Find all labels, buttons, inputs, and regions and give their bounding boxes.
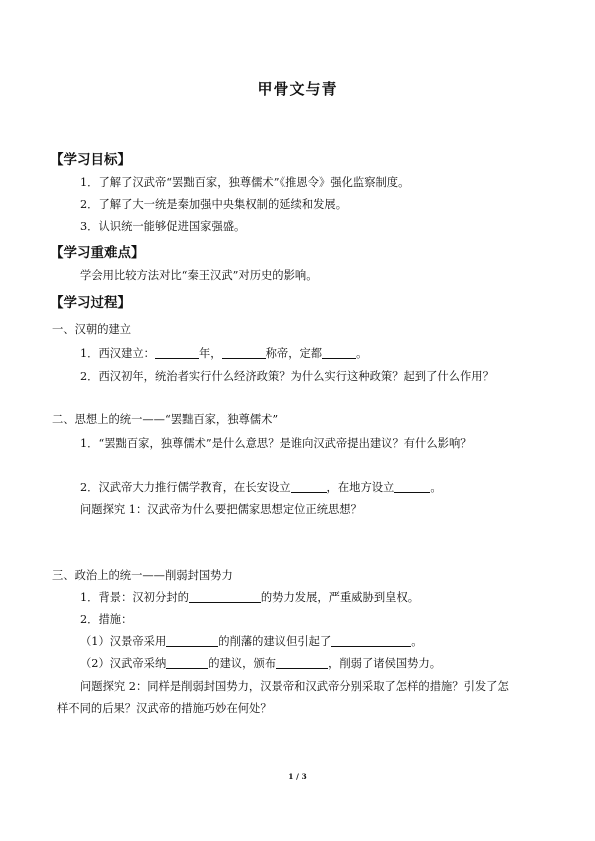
part3-explore-line-1: 问题探究 2：同样是削弱封国势力，汉景帝和汉武帝分别采取了怎样的措施？引发了怎 (80, 680, 509, 693)
part2-question-1: 1．“罢黜百家，独尊儒术”是什么意思？是谁向汉武帝提出建议？有什么影响？ (80, 437, 472, 450)
section-heading-process: 【学习过程】 (50, 295, 131, 311)
goal-item-1: 1．了解了汉武帝“罢黜百家，独尊儒术”《推恩令》强化监察制度。 (80, 176, 410, 189)
part1-question-1 (80, 346, 367, 362)
part3-heading: 三、政治上的统一——削弱封国势力 (52, 569, 233, 582)
question-text: （1）汉景帝采用 (80, 635, 167, 648)
part1-heading: 一、汉朝的建立 (52, 323, 132, 336)
question-text: （2）汉武帝采纳 (80, 657, 167, 670)
section-heading-goals: 【学习目标】 (50, 152, 131, 168)
question-text: 的削藩的建议但引起了 (218, 635, 332, 648)
question-text: 年， (198, 347, 222, 360)
question-text: 1．背景：汉初分封的 (80, 591, 189, 604)
answer-blank[interactable] (331, 634, 411, 647)
part1-question-2: 2．西汉初年，统治者实行什么经济政策？为什么实行这种政策？起到了什么作用？ (80, 370, 494, 383)
question-text: 。 (411, 635, 423, 648)
question-text: 2．汉武帝大力推行儒学教育，在长安设立 (80, 481, 291, 494)
part3-explore-line-2: 样不同的后果？汉武帝的措施巧妙在何处？ (57, 702, 272, 715)
answer-blank[interactable] (166, 634, 218, 647)
answer-blank[interactable] (322, 346, 356, 359)
question-text: ，削弱了诸侯国势力。 (328, 657, 442, 670)
question-text: 。 (356, 347, 368, 360)
part2-question-2 (80, 480, 442, 496)
answer-blank[interactable] (291, 480, 327, 493)
part2-explore-question: 问题探究 1：汉武帝为什么要把儒家思想定位正统思想？ (80, 503, 362, 516)
part3-measures-label: 2．措施： (80, 613, 133, 626)
question-text: 1．西汉建立： (80, 347, 155, 360)
answer-blank[interactable] (394, 480, 430, 493)
question-text: 的建议，颁布 (208, 657, 277, 670)
answer-blank[interactable] (189, 590, 261, 603)
part3-measure-2 (80, 656, 441, 672)
question-text: 称帝，定都 (265, 347, 323, 360)
part3-background (80, 590, 419, 606)
question-text: ，在地方设立 (326, 481, 395, 494)
question-text: 。 (430, 481, 442, 494)
key-points-text: 学会用比较方法对比“秦王汉武”对历史的影响。 (80, 269, 318, 282)
answer-blank[interactable] (166, 656, 208, 669)
question-text: 的势力发展，严重威胁到皇权。 (260, 591, 420, 604)
section-heading-key-points: 【学习重难点】 (50, 245, 145, 261)
part3-measure-1 (80, 634, 423, 650)
answer-blank[interactable] (276, 656, 328, 669)
answer-blank[interactable] (222, 346, 266, 359)
page-number: 1 / 3 (288, 772, 307, 781)
goal-item-2: 2．了解了大一统是秦加强中央集权制的延续和发展。 (80, 198, 348, 211)
part2-heading: 二、思想上的统一——“罢黜百家，独尊儒术” (52, 413, 279, 426)
goal-item-3: 3．认识统一能够促进国家强盛。 (80, 220, 246, 233)
answer-blank[interactable] (155, 346, 199, 359)
page-title: 甲骨文与青 (257, 80, 338, 98)
